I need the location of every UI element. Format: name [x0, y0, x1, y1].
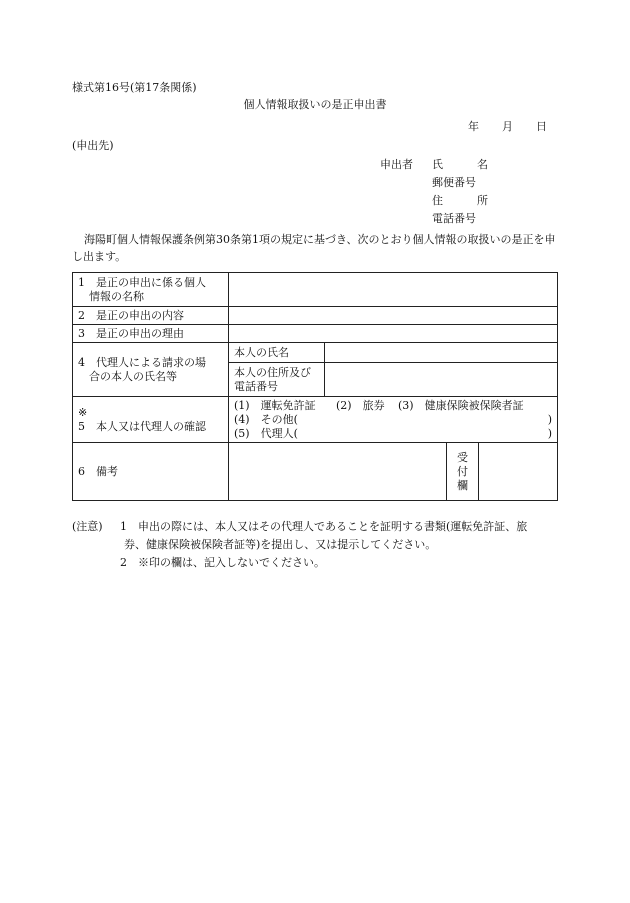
table-row [73, 273, 558, 307]
reception-char-1: 受 [457, 450, 468, 464]
row6-remarks-cell[interactable] [229, 443, 447, 501]
postal-label: 郵便番号 [432, 175, 476, 189]
table-row [73, 307, 558, 325]
notes-block [72, 518, 572, 572]
submit-to-label: (申出先) [72, 139, 114, 152]
date-month-label: 月 [502, 120, 513, 133]
phone-label: 電話番号 [432, 211, 476, 225]
table-row [73, 343, 558, 363]
table-row [73, 397, 558, 443]
intro-paragraph: 海陽町個人情報保護条例第30条第1項の規定に基づき、次のとおり個人情報の取扱いの是正を申し出ます。 [72, 233, 556, 263]
address-label-a: 住 [432, 193, 443, 207]
reception-label [447, 443, 479, 501]
row4-label-line1: 4 代理人による請求の場 [78, 355, 206, 369]
row4-sub-address-line2: 電話番号 [234, 379, 278, 393]
row1-label-line2: 情報の名称 [78, 289, 144, 303]
request-table [72, 272, 558, 501]
row4-sub-name-label: 本人の氏名 [229, 343, 325, 363]
row2-value-cell[interactable] [229, 307, 558, 325]
row3-value-cell[interactable] [229, 325, 558, 343]
option-other[interactable]: (4) その他( [234, 412, 298, 426]
applicant-label: 申出者 [380, 157, 413, 171]
row5-options-cell [229, 397, 558, 443]
reception-char-3: 欄 [457, 478, 468, 492]
note2-text: ※印の欄は、記入しないでください。 [138, 556, 325, 569]
option-agent[interactable]: (5) 代理人( [234, 426, 298, 440]
row1-value-cell[interactable] [229, 273, 558, 307]
row1-label [73, 273, 229, 307]
applicant-block [380, 156, 488, 228]
row1-label-line1: 1 是正の申出に係る個人 [78, 275, 206, 289]
row3-label: 3 是正の申出の理由 [73, 325, 229, 343]
date-line [468, 120, 547, 135]
name-label-a: 氏 [432, 157, 443, 171]
row4-label [73, 343, 229, 397]
table-row [73, 325, 558, 343]
name-label-b: 名 [477, 157, 488, 171]
row6-label: 6 備考 [73, 443, 229, 501]
option-agent-close: ) [547, 426, 552, 440]
document-title: 個人情報取扱いの是正申出書 [243, 98, 387, 111]
option-drivers-license[interactable]: (1) 運転免許証 [234, 398, 316, 412]
note2-number: 2 [120, 556, 127, 569]
row4-name-value-cell[interactable] [325, 343, 558, 363]
row4-address-value-cell[interactable] [325, 363, 558, 397]
row4-sub-address-label [229, 363, 325, 397]
date-day-label: 日 [536, 120, 547, 133]
note1-line1: 申出の際には、本人又はその代理人であることを証明する書類(運転免許証、旅 [138, 520, 528, 533]
row2-label: 2 是正の申出の内容 [73, 307, 229, 325]
row5-label [73, 397, 229, 443]
row4-label-line2: 合の本人の氏名等 [78, 369, 177, 383]
address-label-b: 所 [477, 193, 488, 207]
row4-sub-address-line1: 本人の住所及び [234, 365, 311, 379]
note1-line2: 券、健康保険被保険者証等)を提出し、又は提示してください。 [124, 538, 437, 551]
option-health-insurance[interactable]: (3) 健康保険被保険者証 [398, 398, 524, 412]
form-number: 様式第16号(第17条関係) [72, 81, 197, 94]
option-other-close: ) [547, 412, 552, 426]
reception-char-2: 付 [457, 464, 468, 478]
table-row [73, 443, 558, 501]
row5-mark: ※ [78, 405, 88, 419]
date-year-label: 年 [468, 120, 479, 133]
note1-number: 1 [120, 520, 127, 533]
name-label [432, 158, 488, 173]
row5-label-text: 5 本人又は代理人の確認 [78, 419, 206, 433]
option-passport[interactable]: (2) 旅券 [336, 398, 385, 412]
notes-label: (注意) [72, 520, 103, 533]
address-label [432, 194, 488, 209]
reception-value-cell [479, 443, 558, 501]
